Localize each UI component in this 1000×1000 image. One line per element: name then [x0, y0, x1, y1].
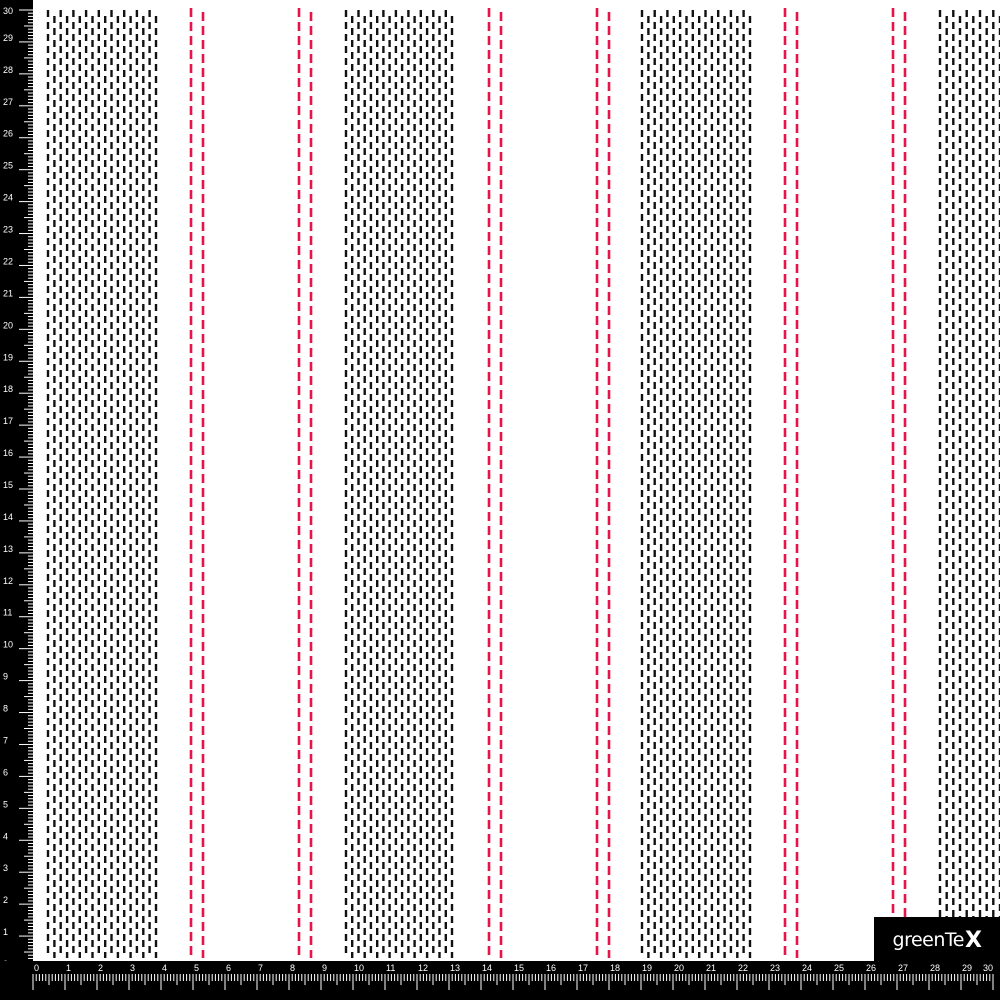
- vertical-ruler-label: 10: [3, 639, 14, 650]
- vertical-ruler-label: 21: [3, 288, 14, 299]
- horizontal-ruler-label: 9: [322, 963, 328, 973]
- vertical-ruler-label: 9: [3, 671, 9, 682]
- vertical-ruler-label: 22: [3, 256, 14, 267]
- horizontal-ruler-label: 10: [354, 963, 365, 973]
- vertical-ruler-label: 30: [3, 6, 14, 16]
- horizontal-ruler-label: 27: [898, 963, 909, 973]
- vertical-ruler-label: 25: [3, 160, 14, 171]
- horizontal-ruler-label: 20: [674, 963, 685, 973]
- vertical-ruler-label: 15: [3, 480, 14, 490]
- horizontal-ruler-label: 14: [482, 963, 493, 973]
- horizontal-ruler-label: 6: [226, 963, 232, 973]
- horizontal-ruler-label: 4: [162, 963, 168, 973]
- vertical-ruler-label: 27: [3, 96, 14, 107]
- vertical-ruler-label: 18: [3, 384, 14, 395]
- vertical-ruler-label: 3: [3, 863, 9, 874]
- vertical-ruler-label: 29: [3, 32, 14, 43]
- horizontal-ruler-label: 5: [194, 963, 200, 973]
- vertical-ruler-label: 5: [3, 799, 9, 810]
- horizontal-ruler: [0, 961, 1000, 1000]
- horizontal-ruler-label: 22: [738, 963, 749, 973]
- vertical-ruler-label: 13: [3, 543, 14, 554]
- horizontal-ruler-label: 30: [983, 963, 994, 973]
- horizontal-ruler-label: 12: [418, 963, 429, 973]
- horizontal-ruler-label: 17: [578, 963, 589, 973]
- vertical-ruler-label: 4: [3, 831, 9, 842]
- horizontal-ruler-label: 21: [706, 963, 717, 973]
- horizontal-ruler-label: 7: [258, 963, 264, 973]
- vertical-ruler-label: 6: [3, 767, 9, 778]
- vertical-ruler-label: 19: [3, 352, 14, 363]
- horizontal-ruler-label: 23: [770, 963, 781, 973]
- vertical-ruler-label: 20: [3, 320, 14, 331]
- horizontal-ruler-label: 29: [962, 963, 973, 973]
- greentex-logo: [874, 917, 1000, 963]
- vertical-ruler-label: 23: [3, 224, 14, 235]
- vertical-ruler: [0, 0, 33, 1000]
- vertical-ruler-label: 7: [3, 735, 9, 746]
- horizontal-ruler-label: 11: [386, 963, 396, 973]
- horizontal-ruler-label: 2: [98, 963, 104, 973]
- horizontal-ruler-label: 19: [642, 963, 653, 973]
- horizontal-ruler-label: 25: [834, 963, 845, 973]
- vertical-ruler-label: 14: [3, 511, 14, 522]
- horizontal-ruler-label: 24: [802, 963, 813, 973]
- horizontal-ruler-label: 18: [610, 963, 621, 973]
- vertical-ruler-label: 24: [3, 192, 14, 203]
- logo-text: greenTe: [892, 929, 964, 951]
- horizontal-ruler-label: 3: [130, 963, 136, 973]
- horizontal-ruler-label: 26: [866, 963, 877, 973]
- horizontal-ruler-label: 0: [34, 963, 40, 973]
- vertical-ruler-label: 8: [3, 703, 9, 714]
- vertical-ruler-label: 2: [3, 895, 9, 906]
- logo-x-mark: X: [964, 927, 982, 953]
- vertical-ruler-label: 28: [3, 64, 14, 75]
- vertical-ruler-label: 17: [3, 416, 14, 427]
- vertical-ruler-label: 1: [3, 927, 9, 938]
- vertical-ruler-label: 12: [3, 575, 14, 586]
- horizontal-ruler-label: 1: [66, 963, 72, 973]
- horizontal-ruler-label: 28: [930, 963, 941, 973]
- horizontal-ruler-label: 15: [514, 963, 525, 973]
- horizontal-ruler-label: 13: [450, 963, 461, 973]
- vertical-ruler-label: 26: [3, 128, 14, 139]
- vertical-ruler-label: 16: [3, 448, 14, 459]
- vertical-ruler-label: 11: [3, 607, 13, 618]
- horizontal-ruler-label: 16: [546, 963, 557, 973]
- horizontal-ruler-label: 8: [290, 963, 296, 973]
